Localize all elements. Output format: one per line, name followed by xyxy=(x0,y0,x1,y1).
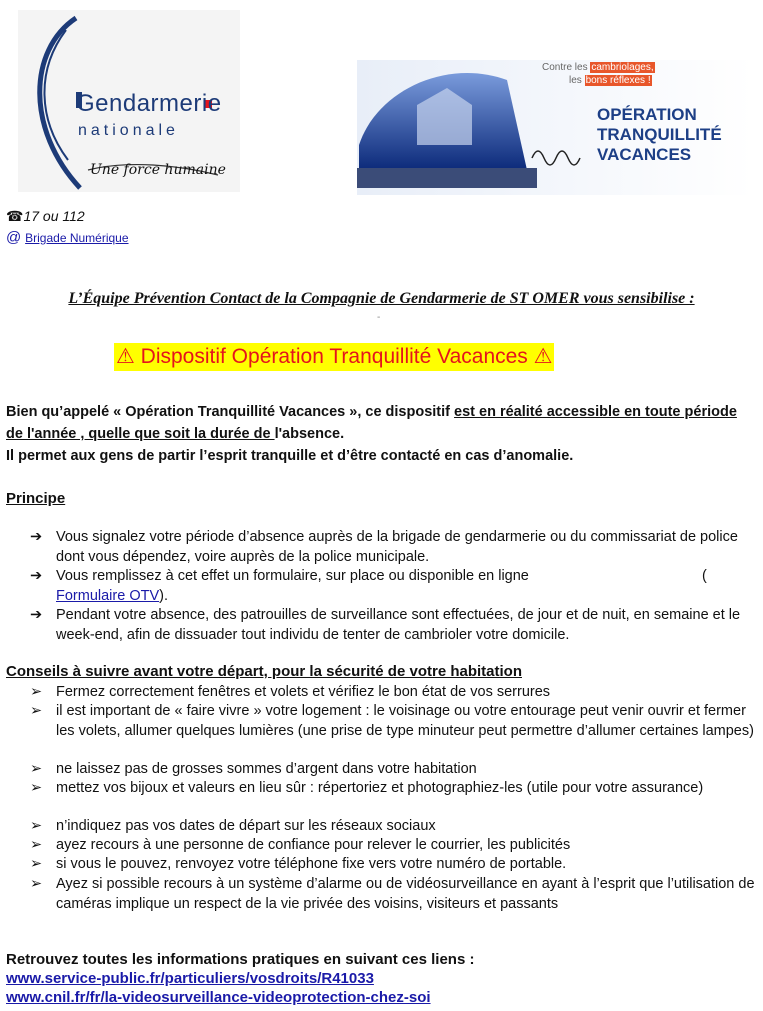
chevron-bullet-icon: ➢ xyxy=(30,856,43,872)
phone-line xyxy=(6,208,85,225)
formulaire-otv-link[interactable]: Formulaire OTV xyxy=(56,587,160,604)
otv-title-2: TRANQUILLITÉ xyxy=(597,125,722,144)
logo-tagline: Une force humaine xyxy=(90,162,226,178)
otv-logo xyxy=(357,50,753,195)
para-1c: l'absence. xyxy=(274,426,345,442)
chevron-bullet-icon: ➢ xyxy=(30,837,43,853)
principe-heading: Principe xyxy=(6,490,66,507)
web-line xyxy=(6,229,129,246)
otv-title-1: OPÉRATION xyxy=(597,105,697,124)
chevron-bullet-icon: ➢ xyxy=(30,761,43,777)
separator-dash: - xyxy=(377,312,381,323)
arrow-bullet-icon: ➔ xyxy=(30,529,43,545)
para-1a: Bien qu’appelé « Opération Tranquillité Vacances », ce dispositif xyxy=(6,404,455,420)
otv-tag-1a: Contre les xyxy=(542,62,591,73)
phone-number: 17 ou 112 xyxy=(23,208,85,224)
otv-title-3: VACANCES xyxy=(597,145,692,164)
list-item: ➢ si vous le pouvez, renvoyez votre téléphone fixe vers votre numéro de portable. xyxy=(30,855,755,875)
intro-paragraph xyxy=(6,401,756,467)
phone-icon: ☎ xyxy=(6,208,24,224)
list-item: ➢ ne laissez pas de grosses sommes d’argent dans votre habitation xyxy=(30,760,755,780)
arrow-bullet-icon: ➔ xyxy=(30,607,43,623)
conseils-heading: Conseils à suivre avant votre départ, pour la sécurité de votre habitation xyxy=(6,663,522,680)
intro-heading: L’Équipe Prévention Contact de la Compagnie de Gendarmerie de ST OMER vous sensibilise : xyxy=(68,290,695,307)
brigade-numerique-link[interactable]: Brigade Numérique xyxy=(25,231,129,245)
list-item: ➔ Pendant votre absence, des patrouilles de surveillance sont effectuées, de jour et de nuit, en semaine et le week-end, afin de dissuader tout individu de tenter de cambrioler votre domicile. xyxy=(30,607,741,643)
list-item: ➔ Vous signalez votre période d’absence auprès de la brigade de gendarmerie ou du commissariat de police dont vous dépendez, voire auprès de la police municipale. xyxy=(30,529,738,565)
page-title: ⚠ Dispositif Opération Tranquillité Vacances ⚠ xyxy=(114,343,554,371)
otv-tag-1b: cambriolages, xyxy=(591,62,654,73)
chevron-bullet-icon: ➢ xyxy=(30,703,43,719)
at-icon: @ xyxy=(6,229,22,246)
list-item: ➢ n’indiquez pas vos dates de départ sur les réseaux sociaux xyxy=(30,817,755,837)
list-item: ➢ ayez recours à une personne de confiance pour relever le courrier, les publicités xyxy=(30,836,755,856)
service-public-link[interactable]: www.service-public.fr/particuliers/vosdroits/R41033 xyxy=(6,970,374,987)
chevron-bullet-icon: ➢ xyxy=(30,684,43,700)
chevron-bullet-icon: ➢ xyxy=(30,818,43,834)
chevron-bullet-icon: ➢ xyxy=(30,780,43,796)
para-1b: est en réalité accessible en toute période de l'année , quelle que soit la durée de xyxy=(6,404,737,442)
cnil-link[interactable]: www.cnil.fr/fr/la-videosurveillance-videoprotection-chez-soi xyxy=(6,989,431,1006)
otv-tag-2a: les xyxy=(569,75,585,86)
para-2: Il permet aux gens de partir l’esprit tranquille et d’être contacté en cas d’anomalie. xyxy=(6,448,574,464)
logo-line1: Gendarmerie xyxy=(76,90,222,117)
list-item: ➢ mettez vos bijoux et valeurs en lieu sûr : répertoriez et photographiez-les (utile pour votre assurance) xyxy=(30,779,755,799)
footer-heading: Retrouvez toutes les informations pratiques en suivant ces liens : xyxy=(6,951,475,968)
arrow-bullet-icon: ➔ xyxy=(30,568,43,584)
list-item: ➢ Fermez correctement fenêtres et volets et vérifiez le bon état de vos serrures xyxy=(30,683,755,703)
gendarmerie-logo xyxy=(18,10,240,192)
list-item: ➔ Vous remplissez à cet effet un formulaire, sur place ou disponible en ligne ( Formulaire OTV). xyxy=(30,568,707,604)
otv-tag-2b: bons réflexes ! xyxy=(585,75,651,86)
list-item: ➢ il est important de « faire vivre » votre logement : le voisinage ou votre entourage peut venir ouvrir et fermer les volets, allumer quelques lumières (une prise de type minuteur peut permettre d’allumer certaines lampes) xyxy=(30,703,754,739)
logo-line2: nationale xyxy=(78,122,179,139)
chevron-bullet-icon: ➢ xyxy=(30,876,43,892)
list-item: ➢ Ayez si possible recours à un système d’alarme ou de vidéosurveillance en ayant à l’esprit que l’utilisation de caméras implique un respect de la vie privée des voisins, visiteurs et passants xyxy=(30,876,755,912)
